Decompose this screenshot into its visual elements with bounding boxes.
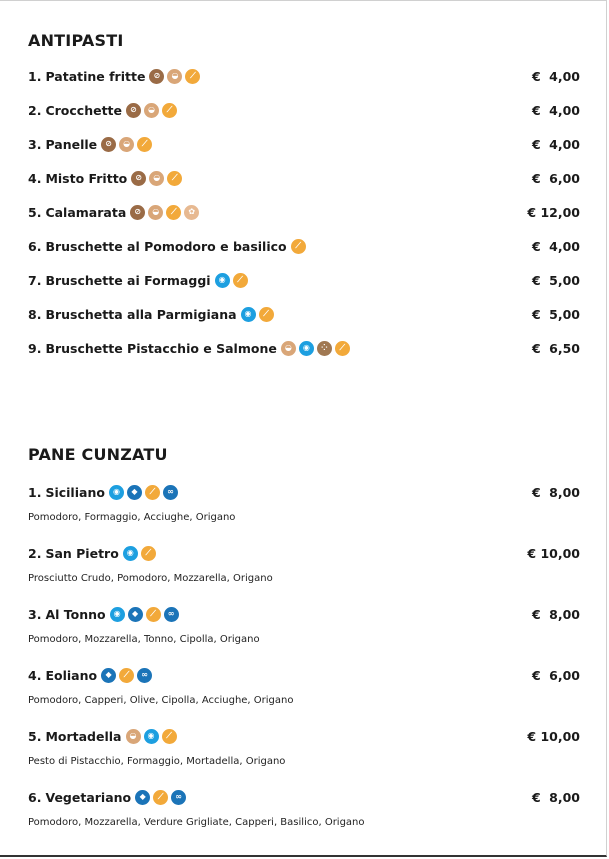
item-number: 1. — [28, 484, 42, 500]
gluten-allergen-icon: ⟋ — [137, 137, 152, 152]
dairy-allergen-icon: ◉ — [299, 341, 314, 356]
price: 4,00 — [549, 238, 580, 254]
item-name: Bruschette al Pomodoro e basilico — [45, 238, 287, 254]
item-name: Siciliano — [45, 484, 105, 500]
gluten-allergen-icon: ⟋ — [153, 790, 168, 805]
gluten-allergen-icon: ⟋ — [233, 273, 248, 288]
gluten-allergen-icon: ⟋ — [145, 485, 160, 500]
gluten-allergen-icon: ⟋ — [335, 341, 350, 356]
item-name: Al Tonno — [45, 606, 106, 622]
menu-item — [28, 99, 580, 121]
item-description: Pomodoro, Formaggio, Acciughe, Origano — [28, 512, 236, 523]
menu-item — [28, 542, 580, 603]
gluten-allergen-icon: ⟋ — [119, 668, 134, 683]
egg-allergen-icon: ⊘ — [130, 205, 145, 220]
item-number: 5. — [28, 204, 42, 220]
price: 12,00 — [540, 204, 580, 220]
menu-item — [28, 603, 580, 664]
menu-item — [28, 167, 580, 189]
price: 8,00 — [549, 484, 580, 500]
menu-item — [28, 664, 580, 725]
egg-allergen-icon: ⊘ — [101, 137, 116, 152]
currency: € — [532, 340, 541, 356]
item-name: Mortadella — [45, 728, 122, 744]
gluten-allergen-icon: ⟋ — [146, 607, 161, 622]
item-name: Panelle — [45, 136, 98, 152]
item-number: 6. — [28, 238, 42, 254]
gluten-allergen-icon: ⟋ — [162, 729, 177, 744]
dairy-allergen-icon: ◉ — [144, 729, 159, 744]
currency: € — [527, 728, 537, 744]
sack-allergen-icon: ◒ — [144, 103, 159, 118]
item-number: 3. — [28, 136, 42, 152]
sulphites-allergen-icon: ∞ — [164, 607, 179, 622]
egg-allergen-icon: ⊘ — [126, 103, 141, 118]
item-number: 6. — [28, 789, 42, 805]
menu-item — [28, 133, 580, 155]
gluten-allergen-icon: ⟋ — [141, 546, 156, 561]
fish-allergen-icon: ◆ — [128, 607, 143, 622]
price: 5,00 — [549, 306, 580, 322]
menu-item — [28, 337, 580, 359]
item-name: Bruschetta alla Parmigiana — [45, 306, 237, 322]
item-description: Pomodoro, Mozzarella, Tonno, Cipolla, Origano — [28, 634, 260, 645]
item-name: Vegetariano — [45, 789, 132, 805]
pane-cunzatu-section — [28, 445, 580, 847]
item-name: Bruschette ai Formaggi — [45, 272, 211, 288]
item-number: 7. — [28, 272, 42, 288]
menu-item — [28, 201, 580, 223]
item-name: Calamarata — [45, 204, 127, 220]
gluten-allergen-icon: ⟋ — [291, 239, 306, 254]
price: 8,00 — [549, 606, 580, 622]
item-number: 4. — [28, 667, 42, 683]
menu-item — [28, 725, 580, 786]
sulphites-allergen-icon: ∞ — [137, 668, 152, 683]
currency: € — [532, 136, 541, 152]
item-number: 2. — [28, 102, 42, 118]
item-number: 4. — [28, 170, 42, 186]
fish-allergen-icon: ◆ — [101, 668, 116, 683]
gluten-allergen-icon: ⟋ — [259, 307, 274, 322]
section-title-pane-cunzatu: PANE CUNZATU — [28, 445, 168, 464]
antipasti-section — [28, 31, 580, 359]
item-number: 2. — [28, 545, 42, 561]
price: 8,00 — [549, 789, 580, 805]
item-description: Prosciutto Crudo, Pomodoro, Mozzarella, Origano — [28, 573, 273, 584]
fish-allergen-icon: ◆ — [127, 485, 142, 500]
item-name: Eoliano — [45, 667, 98, 683]
molluscs-allergen-icon: ✿ — [184, 205, 199, 220]
price: 4,00 — [549, 136, 580, 152]
currency: € — [532, 272, 541, 288]
sack-allergen-icon: ◒ — [149, 171, 164, 186]
item-number: 1. — [28, 68, 42, 84]
menu-item — [28, 303, 580, 325]
nuts-allergen-icon: ⁘ — [317, 341, 332, 356]
currency: € — [532, 789, 541, 805]
fish-allergen-icon: ◆ — [135, 790, 150, 805]
currency: € — [527, 545, 537, 561]
item-name: Misto Fritto — [45, 170, 128, 186]
sack-allergen-icon: ◒ — [148, 205, 163, 220]
egg-allergen-icon: ⊘ — [131, 171, 146, 186]
currency: € — [527, 204, 537, 220]
currency: € — [532, 667, 541, 683]
sack-allergen-icon: ◒ — [167, 69, 182, 84]
item-name: Crocchette — [45, 102, 123, 118]
item-number: 5. — [28, 728, 42, 744]
section-title-antipasti: ANTIPASTI — [28, 31, 124, 50]
currency: € — [532, 606, 541, 622]
item-description: Pomodoro, Capperi, Olive, Cipolla, Acciughe, Origano — [28, 695, 294, 706]
menu-item — [28, 481, 580, 542]
currency: € — [532, 306, 541, 322]
gluten-allergen-icon: ⟋ — [166, 205, 181, 220]
item-description: Pomodoro, Mozzarella, Verdure Grigliate, Capperi, Basilico, Origano — [28, 817, 365, 828]
item-name: Patatine fritte — [45, 68, 146, 84]
sack-allergen-icon: ◒ — [126, 729, 141, 744]
gluten-allergen-icon: ⟋ — [162, 103, 177, 118]
sack-allergen-icon: ◒ — [281, 341, 296, 356]
price: 6,00 — [549, 170, 580, 186]
dairy-allergen-icon: ◉ — [241, 307, 256, 322]
gluten-allergen-icon: ⟋ — [185, 69, 200, 84]
price: 5,00 — [549, 272, 580, 288]
item-number: 9. — [28, 340, 42, 356]
price: 4,00 — [549, 102, 580, 118]
item-number: 3. — [28, 606, 42, 622]
dairy-allergen-icon: ◉ — [215, 273, 230, 288]
price: 10,00 — [540, 728, 580, 744]
dairy-allergen-icon: ◉ — [110, 607, 125, 622]
price: 6,00 — [549, 667, 580, 683]
menu-item — [28, 269, 580, 291]
menu-item — [28, 786, 580, 847]
sack-allergen-icon: ◒ — [119, 137, 134, 152]
currency: € — [532, 170, 541, 186]
menu-item — [28, 65, 580, 87]
currency: € — [532, 484, 541, 500]
menu-item — [28, 235, 580, 257]
gluten-allergen-icon: ⟋ — [167, 171, 182, 186]
price: 10,00 — [540, 545, 580, 561]
sulphites-allergen-icon: ∞ — [163, 485, 178, 500]
item-name: San Pietro — [45, 545, 119, 561]
item-description: Pesto di Pistacchio, Formaggio, Mortadella, Origano — [28, 756, 286, 767]
price: 6,50 — [549, 340, 580, 356]
sulphites-allergen-icon: ∞ — [171, 790, 186, 805]
item-number: 8. — [28, 306, 42, 322]
price: 4,00 — [549, 68, 580, 84]
dairy-allergen-icon: ◉ — [123, 546, 138, 561]
currency: € — [532, 238, 541, 254]
egg-allergen-icon: ⊘ — [149, 69, 164, 84]
currency: € — [532, 102, 541, 118]
dairy-allergen-icon: ◉ — [109, 485, 124, 500]
item-name: Bruschette Pistacchio e Salmone — [45, 340, 277, 356]
currency: € — [532, 68, 541, 84]
